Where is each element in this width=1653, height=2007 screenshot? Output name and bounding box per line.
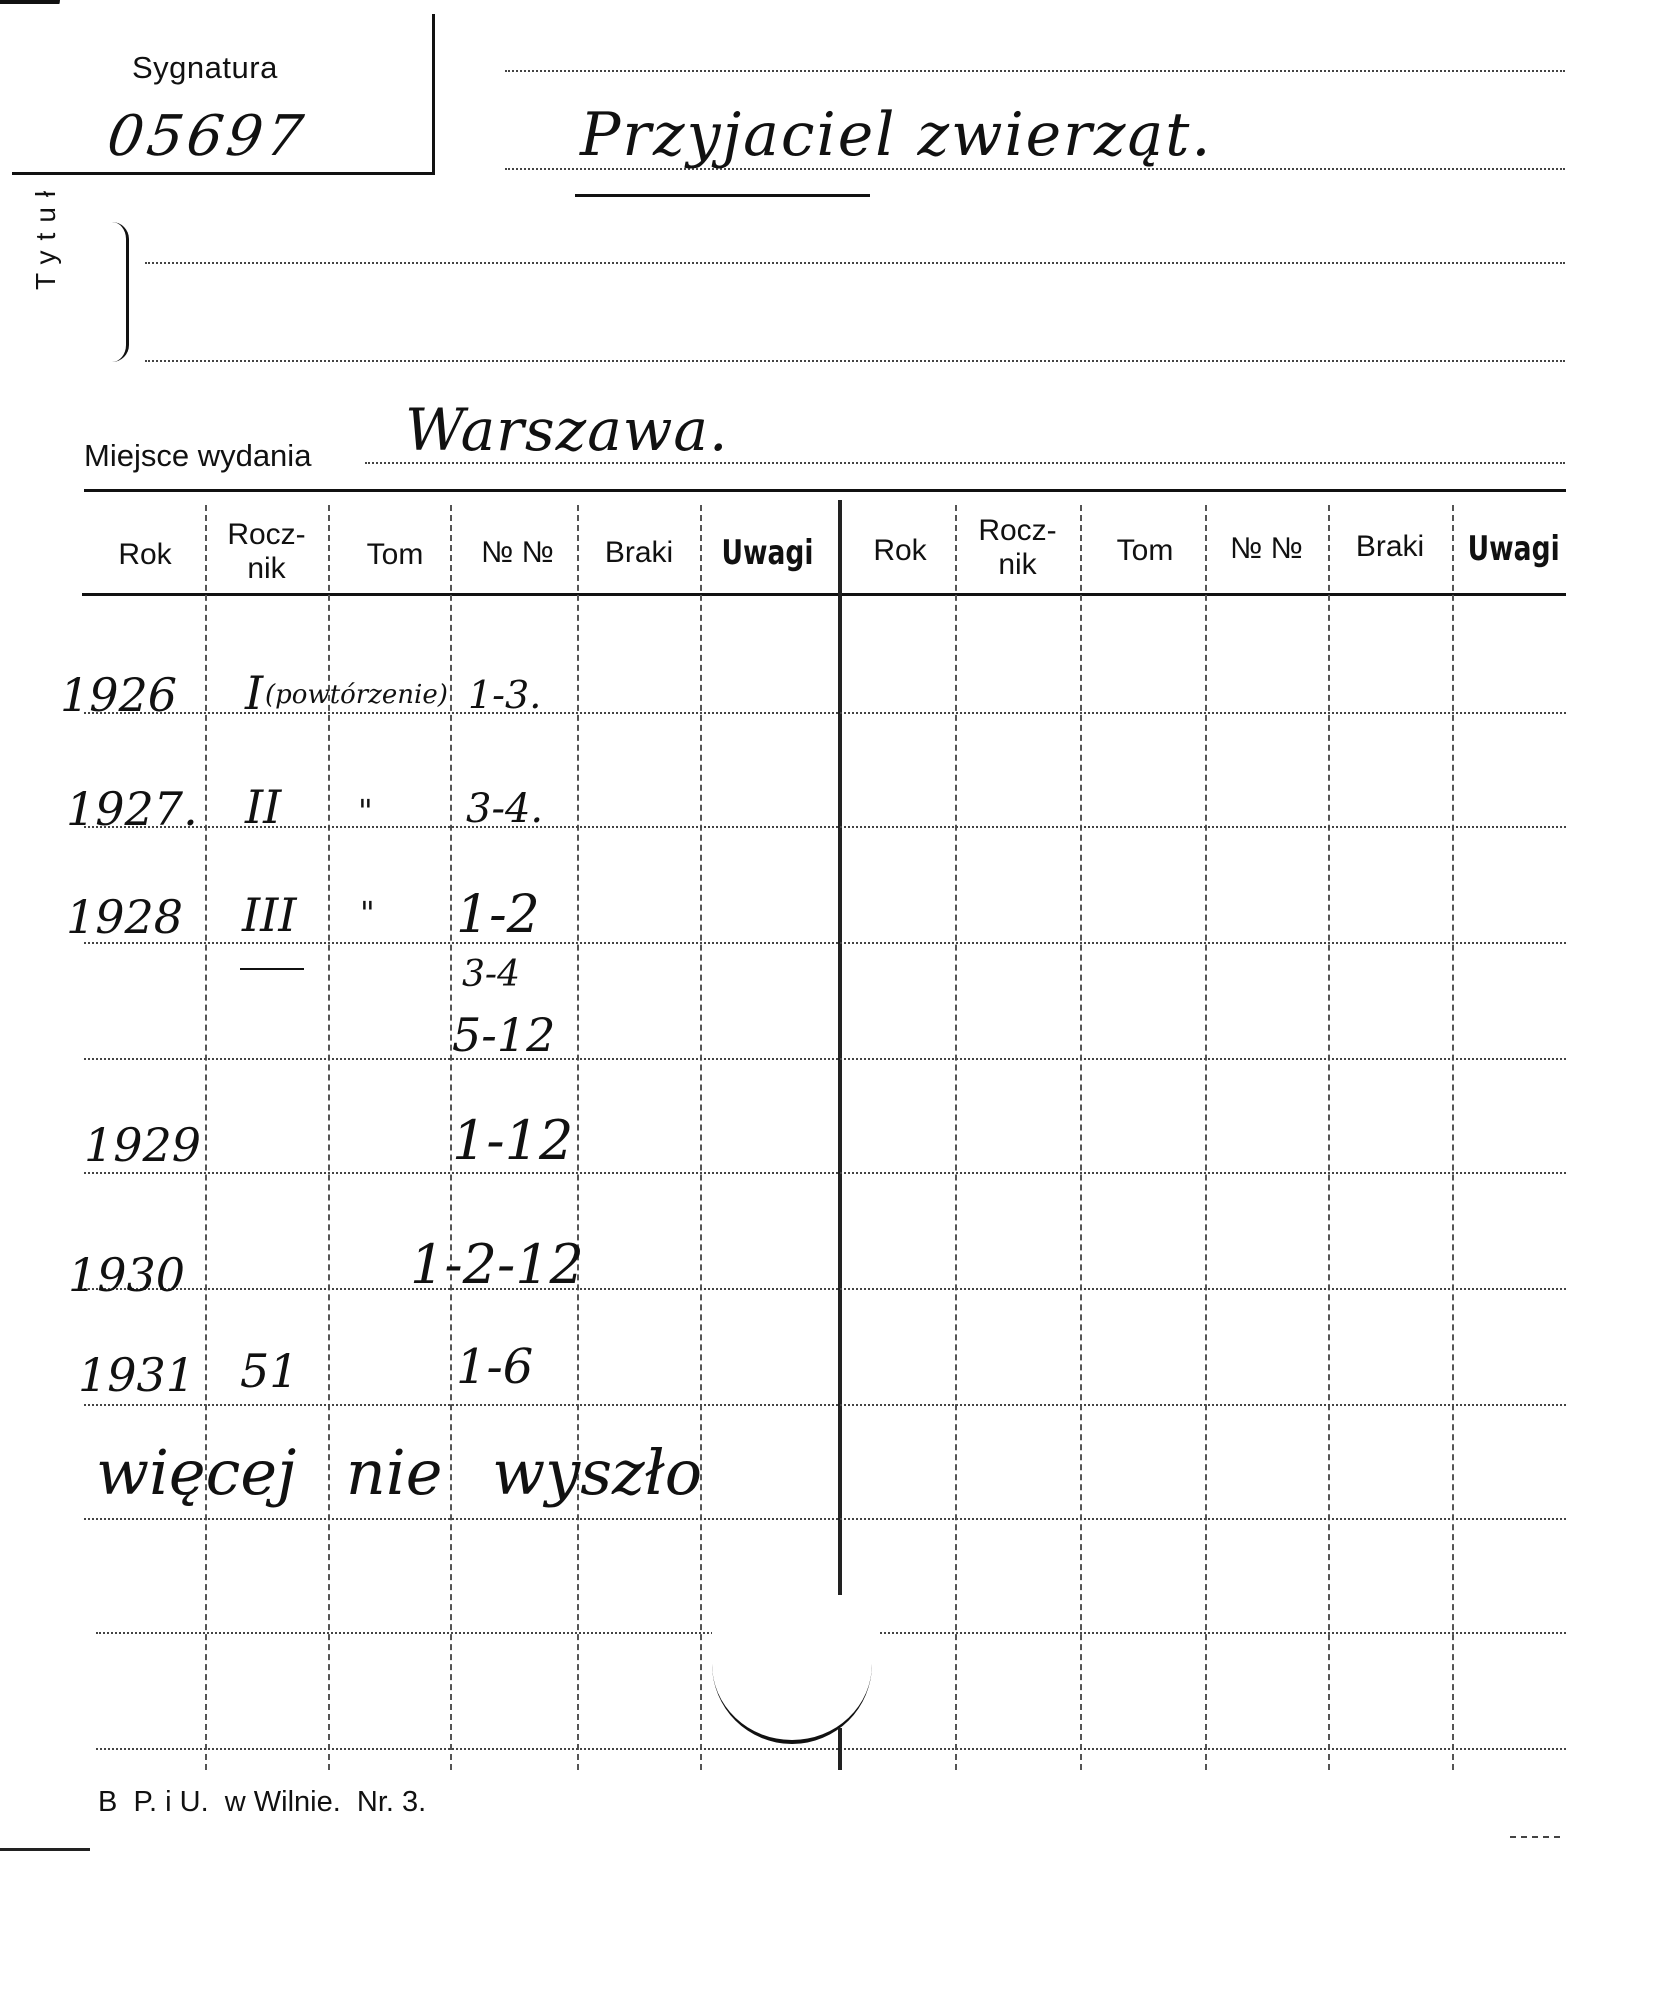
corner-mark xyxy=(0,0,60,14)
sygnatura-label: Sygnatura xyxy=(132,50,278,85)
tytul-dotline-2 xyxy=(145,360,1565,362)
header-rok-right: Rok xyxy=(873,534,927,567)
col-sep xyxy=(1080,505,1082,1770)
col-sep xyxy=(1205,505,1207,1770)
row-1928-numery: 1-2 xyxy=(456,885,540,945)
col-sep xyxy=(955,505,957,1770)
tytul-brace xyxy=(112,222,129,362)
row-1930-numery: 1-2-12 xyxy=(410,1233,584,1296)
header-rok-left: Rok xyxy=(118,538,172,571)
place-value: Warszawa. xyxy=(405,396,729,464)
row-1931-rok: 1931 xyxy=(78,1348,196,1402)
row-dotline xyxy=(84,826,1566,828)
row-1931-numery: 1-6 xyxy=(456,1339,534,1395)
title-dotline-1 xyxy=(505,70,1565,72)
col-sep xyxy=(205,505,207,1770)
tytul-dotline-1 xyxy=(145,262,1565,264)
center-divider xyxy=(838,500,842,1595)
row-1929-rok: 1929 xyxy=(84,1118,202,1172)
row-1928-numery-extra-2: 5-12 xyxy=(452,1008,556,1062)
bottom-right-mark xyxy=(1510,1836,1560,1838)
row-1927-rok: 1927. xyxy=(66,782,198,836)
row-1926-numery: 1-3. xyxy=(468,673,542,717)
row-1928-numery-extra-1: 3-4 xyxy=(462,954,520,995)
col-sep xyxy=(1328,505,1330,1770)
center-divider-tail xyxy=(838,1728,842,1770)
title-value: Przyjaciel zwierząt. xyxy=(580,100,1213,170)
row-dotline xyxy=(84,1058,1566,1060)
header-rocznik-left-text: Rocz- nik xyxy=(227,518,306,585)
row-1927-tom: " xyxy=(358,792,373,830)
bottom-left-mark xyxy=(0,1848,90,1851)
header-numery-left: № № xyxy=(481,536,554,569)
row-1928-tom: " xyxy=(360,894,375,932)
header-rocznik-left xyxy=(205,518,328,586)
row-1930-rok: 1930 xyxy=(68,1248,186,1302)
row-1926-rok: 1926 xyxy=(60,668,178,722)
header-braki-right: Braki xyxy=(1355,530,1425,563)
row-1926-tom: (powtórzenie) xyxy=(265,680,448,710)
table-top-rule xyxy=(84,489,1566,492)
header-numery-right: № № xyxy=(1230,532,1303,565)
footer-imprint: B P. i U. w Wilnie. Nr. 3. xyxy=(98,1786,427,1818)
title-underline xyxy=(575,194,870,197)
row-1929-numery: 1-12 xyxy=(452,1109,574,1172)
row-dotline xyxy=(84,1518,1566,1520)
row-1928-rocznik: III xyxy=(242,888,297,942)
row-dotline xyxy=(84,712,1566,714)
punch-hole xyxy=(712,1600,872,1744)
note-text: więcej nie wyszło xyxy=(96,1436,703,1509)
row-dotline xyxy=(84,1404,1566,1406)
sygnatura-value: 05697 xyxy=(103,104,311,169)
tytul-label: Tytuł xyxy=(30,180,61,290)
col-sep xyxy=(700,505,702,1770)
rocznik-underline xyxy=(240,968,304,970)
row-dotline xyxy=(880,1632,1566,1634)
header-tom-right: Tom xyxy=(1116,534,1174,567)
header-tom-left: Tom xyxy=(366,538,424,571)
header-braki-left: Braki xyxy=(604,536,674,569)
row-dotline xyxy=(84,942,1566,944)
row-dotline xyxy=(96,1748,1566,1750)
row-dotline xyxy=(84,1288,1566,1290)
header-rocznik-right-text: Rocz- nik xyxy=(978,514,1057,581)
col-sep xyxy=(577,505,579,1770)
header-uwagi-left: Uwagi xyxy=(721,533,814,573)
row-1926-rocznik: I xyxy=(245,666,264,720)
row-1931-rocznik: 51 xyxy=(240,1344,299,1398)
row-1927-numery: 3-4. xyxy=(466,786,544,832)
header-uwagi-right: Uwagi xyxy=(1467,529,1560,569)
place-label: Miejsce wydania xyxy=(84,438,312,473)
row-dotline xyxy=(84,1172,1566,1174)
row-1927-rocznik: II xyxy=(245,780,282,834)
col-sep xyxy=(1452,505,1454,1770)
header-rocznik-right xyxy=(955,514,1080,582)
row-dotline xyxy=(96,1632,716,1634)
table-header-rule xyxy=(82,593,1566,596)
row-1928-rok: 1928 xyxy=(66,890,184,944)
